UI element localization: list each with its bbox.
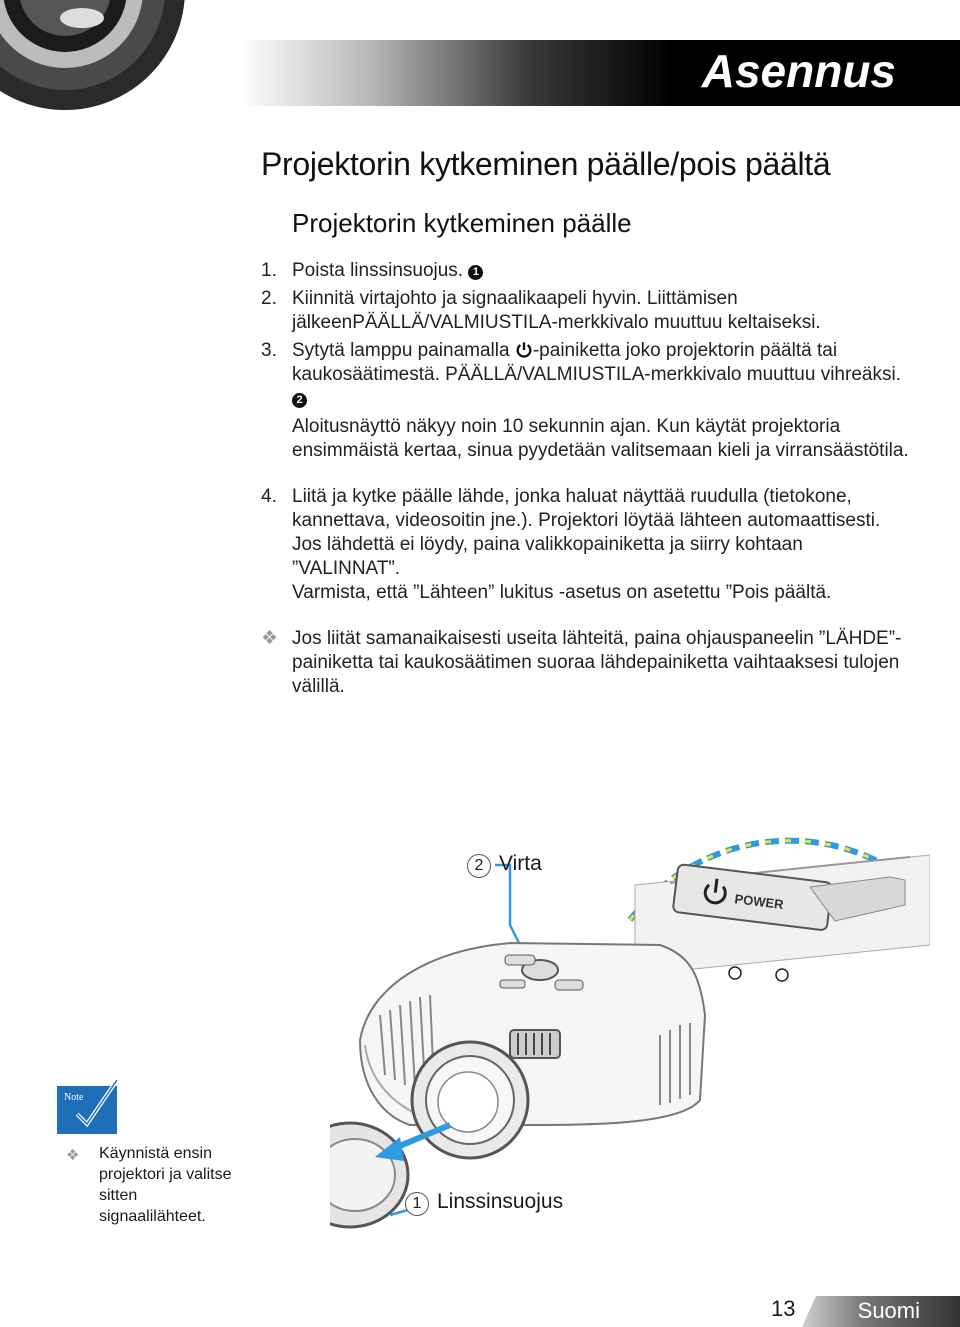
callout-virta: 2 Virta <box>467 852 542 878</box>
callout-marker: 2 <box>292 393 307 408</box>
step-4: 4. Liitä ja kytke päälle lähde, jonka haluat näyttää ruudulla (tietokone, kannettava, videosoitin jne.). Projektori löytää lähteen automaattisesti. Jos lähdettä ei löydy, paina valikkopainiketta ja siirry kohtaan ”VALINNAT”. Varmista, että ”Lähteen” lukitus -asetus on asetettu ”Pois päältä. <box>261 486 881 603</box>
step-2: 2. Kiinnitä virtajohto ja signaalikaapeli hyvin. Liittämisen jälkeenPÄÄLLÄ/VALMIUSTILA-merkkivalo muuttuu keltaiseksi. <box>261 288 821 333</box>
callout-linssinsuojus: 1 Linssinsuojus <box>405 1190 563 1216</box>
page-number: 13 <box>771 1296 796 1321</box>
section-title: Asennus <box>701 45 896 97</box>
diamond-bullet-icon: ❖ <box>66 1147 80 1164</box>
step-1: 1. Poista linssinsuojus. 1 <box>261 259 911 283</box>
subtitle: Projektorin kytkeminen päälle <box>292 208 632 238</box>
diamond-bullet-icon: ❖ <box>261 628 279 649</box>
step-3: 3. Sytytä lamppu painamalla -painiketta joko projektorin päältä tai kaukosäätimestä. PÄÄLLÄ/VALMIUSTILA-merkkivalo muuttuu vihreäksi. 2 Aloitusnäyttö näkyy noin 10 sekunnin ajan. Kun käytät projektoria ensimmäistä kertaa, sinua pyydetään valitsemaan kieli ja virransäästötila. <box>261 340 909 461</box>
language-label: Suomi <box>857 1298 920 1323</box>
instructions <box>261 259 911 699</box>
power-button-label: POWER <box>733 891 785 913</box>
lens-graphic <box>0 0 200 110</box>
note-icon <box>55 1078 125 1138</box>
note-text: ❖ Käynnistä ensin projektori ja valitse sitten signaalilähteet. <box>66 1145 232 1225</box>
tip: ❖ Jos liität samanaikaisesti useita lähteitä, paina ohjauspaneelin ”LÄHDE”-painiketta tai kaukosäätimen suoraa lähdepainiketta vaihtaaksesi tulojen välillä. <box>261 628 902 697</box>
projector-illustration <box>330 825 930 1235</box>
callout-marker: 1 <box>468 265 483 280</box>
page-title: Projektorin kytkeminen päälle/pois päältä <box>261 146 831 182</box>
note-badge-label: Note <box>64 1092 84 1103</box>
power-icon <box>515 341 533 359</box>
